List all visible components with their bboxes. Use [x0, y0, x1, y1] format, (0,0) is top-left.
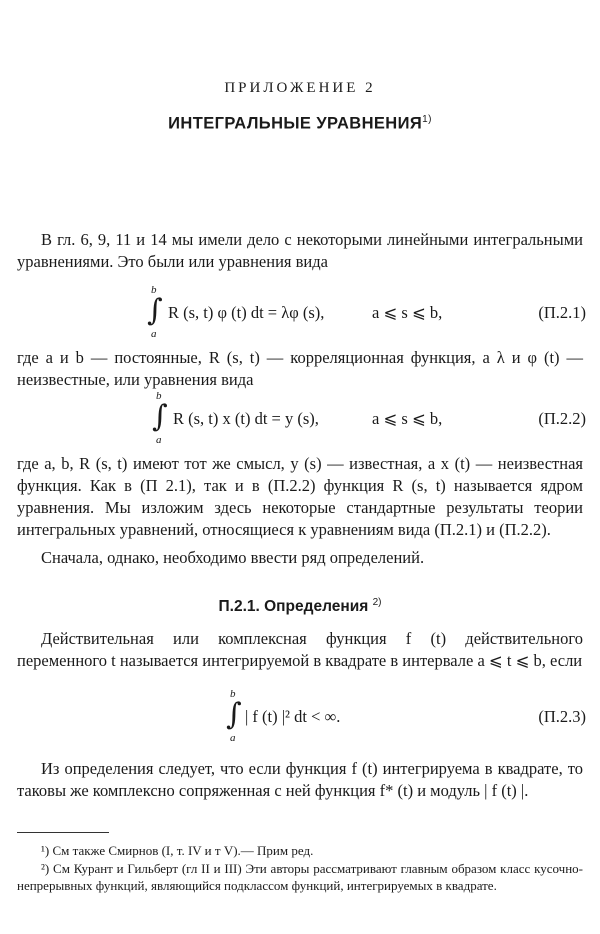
integral-lower-limit: a — [151, 328, 157, 340]
integral-upper-limit: b — [230, 688, 236, 700]
equation-number: (П.2.1) — [538, 303, 586, 322]
appendix-heading: ПРИЛОЖЕНИЕ 2 — [224, 80, 376, 96]
intro-paragraph-2: где a и b — постоянные, R (s, t) — корреляционная функция, а λ и φ (t) — неизвестные, или уравнения вида — [17, 348, 583, 389]
equation-p2-2 — [0, 390, 600, 450]
intro-paragraph-4: Сначала, однако, необходимо ввести ряд определений. — [41, 548, 425, 567]
integral-lower-limit: a — [156, 434, 162, 446]
equation-condition: a ⩽ s ⩽ b, — [372, 303, 443, 322]
equation-condition: a ⩽ s ⩽ b, — [372, 409, 443, 428]
integral-lower-limit: a — [230, 732, 236, 744]
integral-upper-limit: b — [156, 390, 162, 402]
footnote-2: ²) См Курант и Гильберт (гл II и III) Эти авторы рассматривают главным образом класс кусочно-непрерывных функций, являющийся подклассом функций, интегрируемых в квадрате. — [17, 861, 583, 893]
footnote-marker-2: 2) — [372, 597, 382, 608]
definition-paragraph-1: Действительная или комплексная функция f (t) действительного переменного t называется интегрируемой в квадрате в интервале a ⩽ t ⩽ b, если — [17, 629, 583, 670]
footnote-separator — [17, 832, 109, 833]
intro-paragraph-1: В гл. 6, 9, 11 и 14 мы имели дело с некоторыми линейными интегральными уравнениями. Это были или уравнения вида — [17, 230, 583, 271]
footnote-marker-1: 1) — [422, 114, 432, 125]
integral-sign: ∫ — [226, 697, 242, 732]
section-heading — [0, 597, 600, 616]
integral-upper-limit: b — [151, 284, 157, 296]
footnote-1: ¹) См также Смирнов (I, т. IV и т V).— Прим ред. — [41, 843, 314, 858]
definition-paragraph-2: Из определения следует, что если функция f (t) интегрируема в квадрате, то таковы же комплексно сопряженная с ней функция f* (t) и модуль | f (t) |. — [17, 759, 583, 800]
equation-body: R (s, t) φ (t) dt = λφ (s), — [168, 303, 325, 322]
equation-number: (П.2.3) — [538, 707, 586, 726]
equation-p2-3 — [0, 688, 600, 748]
equation-number: (П.2.2) — [538, 409, 586, 428]
equation-body: | f (t) |² dt < ∞. — [245, 707, 341, 726]
intro-paragraph-3: где a, b, R (s, t) имеют тот же смысл, y (s) — известная, а x (t) — неизвестная функция. Как в (П 2.1), так и в (П.2.2) функция R (s, t) называется ядром уравнения. Мы изложим здесь некоторые стандартные результаты теории интегральных уравнений, относящиеся к уравнениям вида (П.2.1) и (П.2.2). — [17, 454, 583, 539]
equation-body: R (s, t) x (t) dt = y (s), — [173, 409, 319, 428]
section-title: П.2.1. Определения — [218, 598, 369, 616]
equation-p2-1 — [0, 284, 600, 344]
chapter-title-text: ИНТЕГРАЛЬНЫЕ УРАВНЕНИЯ — [168, 114, 423, 133]
integral-sign: ∫ — [152, 399, 168, 434]
integral-sign: ∫ — [147, 293, 163, 328]
chapter-title — [0, 114, 600, 134]
